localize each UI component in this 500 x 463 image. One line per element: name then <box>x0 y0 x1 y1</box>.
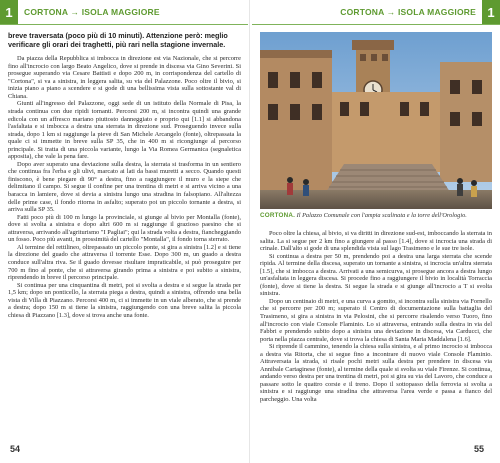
right-page-number: 55 <box>474 444 485 454</box>
left-page-number: 54 <box>10 444 21 454</box>
left-header-rule <box>0 24 248 25</box>
body-paragraph: Dopo aver superato una deviazione sulla destra, la sterrata si trasforma in un sentiero che continua fra l'erba e gli ulivi, marcato ai lati da bassi muretti a secco. Quando questi finiscono, è bene piegare di 90° a destra, fino a raggiungere il muro e la siepe che delimitano il campo. Si segue il confine per una trentina di metri e si arriva vicino a una baracca in lamiere, dove si devia a sinistra lungo una stradina in falsopiano. All'altezza delle prime case, il fondo ritorna in asfalto; superato poi un piccolo tornante a destra, si arriva sulla SP 35. <box>8 160 241 214</box>
body-paragraph: Fatti poco più di 100 m lungo la provinciale, si giunge al bivio per Montalla (fonte), dove si svolta a sinistra e dopo altri 600 m si raggiunge il grazioso paesino che si attraversa, arrivando all'agriturismo "I Pagliai"; qui la strada volta a destra, fiancheggiando un fosso. Poco più avanti, in prossimità del cartello "Montalla", il fondo torna sterrato. <box>8 213 241 244</box>
right-page-body <box>260 230 492 404</box>
right-header-title: CORTONA → ISOLA MAGGIORE <box>340 7 476 17</box>
gutter-divider <box>249 0 250 463</box>
body-paragraph: Si continua per una cinquantina di metri, poi si svolta a destra e si segue la strada per 1,5 km; dopo un ponticello, la sterrata piega a destra, quindi a sinistra, offrendo una bella vista di Villa di Piazzano. Percorsi 400 m, ci si immette in un viale alberato, che si prende a destra; dopo 150 m si tiene la sinistra, raggiungendo con una breve salita la piccola chiesa di Piazzano [1.3], dove si trova anche una fonte. <box>8 281 241 319</box>
body-paragraph: Giunti all'ingresso del Palazzone, oggi sede di un istituto della Normale di Pisa, la strada continua con due ripidi tornanti. Percorsi 200 m, si incontra quindi una grande edicola con un affresco mariano piuttosto danneggiato e proprio qui [1.1] si abbandona l'asfaltata e si imbocca a destra una sterrata in direzione sud. Proseguendo invece sulla strada, dopo 1 km si raggiunge la pieve di San Michele Arcangelo (fonte), oltrepassata la quale ci si immette in breve sulla SP 35, che in 400 m si ricongiunge al percorso principale. Si tratta di una piccola variante, lungo la Via Romea Germanica (segnaletica apposita), che vale la pena fare. <box>8 100 241 161</box>
caption-place: CORTONA. <box>260 212 296 219</box>
body-paragraph: Si continua a destra per 50 m, prendendo poi a destra una larga sterrata che scende ripida. Al termine della discesa, superato un tornante a sinistra, si incrocia un'altra sterrata [1.5], che si imbocca a destra. Arrivati a una semicurva, si prosegue ancora a destra lungo un'asfaltata in leggera discesa. Si procede fino a raggiungere il bivio in località Torraccia (fonte), dove si tiene la destra. Si segue la strada e si giunge all'incrocio a T si svolta sinistra. <box>260 252 492 298</box>
caption-text: Il Palazzo Comunale con l'ampia scalinata e la torre dell'Orologio. <box>296 212 467 219</box>
body-paragraph: Dopo un centinaio di metri, e una curva a gomito, si incontra sulla sinistra via Fornello che si percorre per 200 m; superato il Centro di documentazione sulla battaglia del Trasimeno, si gira a sinistra in via Pelosini, che si percorre risalendo verso Tuoro, fino all'incrocio con viale Console Flaminio. Lo si attraversa, entrando sulla destra in via del Fabbri e prendendo subito dopo a sinistra una deviazione in discesa, via Carducci, che porta nella piazza centrale, dove si trova la chiesa di Santa Maria Maddalena [1.6]. <box>260 297 492 343</box>
body-paragraph: Da piazza della Repubblica si imbocca in direzione est via Nazionale, che si percorre fino all'incrocio con largo Beato Angelico, dove si prende in discesa via Gino Severini. Si prosegue superando via Cesare Battisti e dopo 200 m, in corrispondenza del cartello di "Cortona", si va a sinistra, in leggera salita, su via del Palazzone. Poco oltre il bivio, si inizia piano a piano a scendere e si gode di una bellissima vista sulla sottostante val di Chiana. <box>8 55 241 100</box>
lead-paragraph: breve traversata (poco più di 10 minuti). Attenzione però: meglio verificare gli orari dei traghetti, più rari nella stagione invernale. <box>8 31 228 49</box>
body-paragraph: Poco oltre la chiesa, al bivio, si va diritti in direzione sud-est, imboccando la sterrata in salita. La si segue per 2 km fino a giungere al passo [1.4], dove si incrocia una strada di crinale. Dall'alto si gode di una splendida vista sul lago Trasimeno e le sue tre isole. <box>260 230 492 253</box>
left-chapter-badge: 1 <box>0 0 18 24</box>
right-running-header <box>252 0 500 24</box>
town-square-photo <box>260 32 492 209</box>
left-page-body <box>8 32 241 319</box>
photo-caption <box>260 212 492 220</box>
left-header-title: CORTONA → ISOLA MAGGIORE <box>24 7 160 17</box>
body-paragraph: Al termine del rettilineo, oltrepassato un piccolo ponte, si gira a sinistra [1.2] e si tiene la direzione del guado che attraversa il torrente Esse. Dopo 300 m, un guado a destra conduce sull'altra riva. Se il guado dovesse risultare impraticabile, si può proseguire per 700 m fino al ponte, che si attraversa girando prima a sinistra e poi subito a sinistra, riprendendo in breve il percorso principale. <box>8 243 241 282</box>
left-running-header <box>0 0 248 24</box>
right-header-rule <box>252 24 500 25</box>
body-paragraph: Si riprende il cammino, tenendo la chiesa sulla sinistra, e al primo incrocio si imbocca a destra via Ritorta, che si segue fino a incontrare di nuovo viale Console Flaminio. Attraversata la strada, si risale pochi metri sulla destra per prendere in discesa via Annibale Cartaginese (fonte), al termine della quale si svolta su viale Firenze. Si continua, andando verso destra per una trentina di metri, poi si gira su via del Lavoro, che conduce a passare sotto le quattro corsie e il treno. Dopo il sottopasso della ferrovia si svolta a sinistra e si raggiunge una stradina che attraversa l'area verde e passa a fianco del parcheggio. Una volta <box>260 343 492 404</box>
right-chapter-badge: 1 <box>482 0 500 24</box>
